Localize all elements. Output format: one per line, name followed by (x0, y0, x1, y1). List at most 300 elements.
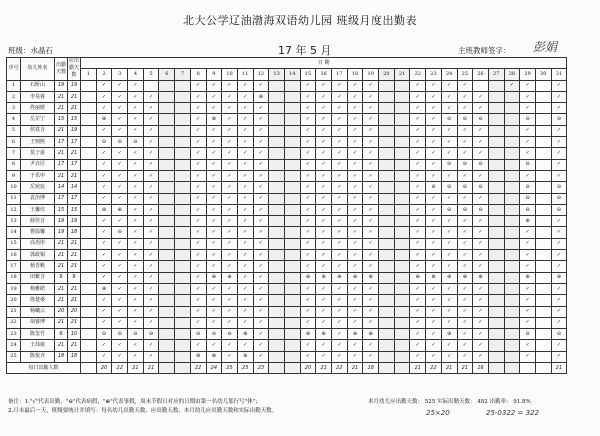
attendance-mark (535, 216, 551, 227)
daily-total: 21 (441, 363, 457, 374)
attendance-mark (269, 340, 285, 351)
attendance-mark: ✓ (128, 148, 144, 159)
attendance-mark: ✓ (332, 329, 348, 340)
attendance-mark: ⊖ (520, 204, 536, 215)
attendance-mark: ✓ (316, 125, 332, 136)
attendance-mark (81, 159, 97, 170)
attendance-mark (535, 114, 551, 125)
attendance-mark: ✓ (222, 114, 238, 125)
attendance-mark (81, 114, 97, 125)
attendance-mark: ✓ (206, 103, 222, 114)
attendance-mark: ✓ (96, 340, 112, 351)
attendance-mark: ⊖ (551, 114, 567, 125)
attendance-mark (159, 306, 175, 317)
attendance-mark: ✓ (206, 182, 222, 193)
attendance-mark: ⊕ (96, 283, 112, 294)
attendance-mark: ✓ (143, 238, 159, 249)
attendance-mark: ✓ (410, 283, 426, 294)
attend-days: 21 (55, 238, 68, 249)
attendance-mark (535, 261, 551, 272)
attendance-mark: ✓ (143, 295, 159, 306)
day-header: 4 (128, 69, 144, 80)
attendance-mark: ✓ (253, 261, 269, 272)
attendance-mark: ✓ (363, 80, 379, 91)
attendance-mark: ✓ (426, 238, 442, 249)
teacher-signature: 彭娟 (533, 40, 558, 54)
attendance-mark: ✓ (410, 329, 426, 340)
attendance-mark: ⊖ (457, 204, 473, 215)
expected-days: 17 (68, 159, 81, 170)
attendance-mark (535, 283, 551, 294)
attendance-mark (269, 306, 285, 317)
attendance-mark: ✓ (332, 204, 348, 215)
attendance-mark: ✓ (300, 306, 316, 317)
attendance-mark: ✓ (363, 91, 379, 102)
attendance-mark: ✓ (551, 148, 567, 159)
attendance-mark (394, 272, 410, 283)
attendance-mark (81, 227, 97, 238)
daily-total (520, 363, 536, 374)
child-name: 杨雅皓 (21, 283, 55, 294)
attendance-mark: ⊕ (520, 216, 536, 227)
attendance-mark: ✓ (551, 227, 567, 238)
daily-total: 25 (222, 363, 238, 374)
attendance-mark: ✓ (441, 170, 457, 181)
attendance-mark: ✓ (143, 317, 159, 328)
attendance-mark: ✓ (190, 182, 206, 193)
attendance-mark (535, 148, 551, 159)
attendance-mark: ✓ (473, 227, 489, 238)
attendance-mark: ⊕ (316, 272, 332, 283)
attendance-mark: ✓ (300, 216, 316, 227)
attendance-mark (394, 137, 410, 148)
attendance-mark: ✓ (473, 261, 489, 272)
attendance-mark: ✓ (190, 295, 206, 306)
attendance-mark: ✓ (520, 340, 536, 351)
attend-days: 21 (55, 261, 68, 272)
attendance-mark: ✓ (112, 182, 128, 193)
attendance-mark (284, 193, 300, 204)
attendance-mark (284, 283, 300, 294)
attendance-mark: ✓ (332, 170, 348, 181)
attendance-mark: ✓ (347, 238, 363, 249)
attendance-mark: ✓ (222, 125, 238, 136)
day-header: 23 (426, 69, 442, 80)
attendance-mark: ✓ (190, 261, 206, 272)
expected-days: 21 (68, 340, 81, 351)
attendance-mark (504, 329, 520, 340)
attendance-mark (175, 329, 191, 340)
attendance-mark: ✓ (253, 250, 269, 261)
attendance-mark (394, 317, 410, 328)
attendance-mark: ✓ (128, 283, 144, 294)
attendance-mark: ✓ (363, 351, 379, 362)
attendance-mark: ✓ (222, 80, 238, 91)
child-row (7, 125, 567, 136)
attendance-mark: ✓ (253, 103, 269, 114)
attendance-mark (488, 80, 504, 91)
attendance-mark: ✓ (112, 80, 128, 91)
attendance-mark (81, 261, 97, 272)
attendance-mark (81, 340, 97, 351)
attendance-mark (379, 283, 395, 294)
attendance-mark: ✓ (441, 317, 457, 328)
attendance-mark: ✓ (143, 103, 159, 114)
attendance-mark: ✓ (143, 91, 159, 102)
attendance-mark: ✓ (551, 351, 567, 362)
attendance-mark (269, 204, 285, 215)
child-row (7, 295, 567, 306)
daily-total (488, 363, 504, 374)
attendance-mark (284, 170, 300, 181)
attendance-mark: ✓ (143, 148, 159, 159)
attendance-mark (159, 125, 175, 136)
attendance-mark: ✓ (347, 204, 363, 215)
attendance-mark: ✓ (96, 261, 112, 272)
attendance-mark: ✓ (190, 114, 206, 125)
attendance-mark: ✓ (316, 227, 332, 238)
attendance-mark: ✓ (143, 272, 159, 283)
attendance-mark (284, 317, 300, 328)
attendance-mark: ✓ (316, 351, 332, 362)
attendance-mark: ✓ (206, 148, 222, 159)
attendance-mark: ✓ (222, 170, 238, 181)
attendance-mark: ⊕ (332, 272, 348, 283)
attendance-mark: ⊖ (520, 329, 536, 340)
attendance-mark (535, 159, 551, 170)
attendance-mark (159, 114, 175, 125)
attendance-mark (504, 283, 520, 294)
attendance-mark (175, 250, 191, 261)
attendance-mark: ✓ (410, 114, 426, 125)
attendance-mark (488, 193, 504, 204)
day-header: 19 (363, 69, 379, 80)
daily-total: 21 (551, 363, 567, 374)
attendance-mark (488, 250, 504, 261)
attendance-mark (394, 238, 410, 249)
attendance-mark (488, 137, 504, 148)
teacher-label: 主班教师签字： (458, 46, 511, 55)
attendance-mark (159, 250, 175, 261)
attendance-mark: ⊖ (128, 329, 144, 340)
attendance-mark: ✓ (222, 91, 238, 102)
attendance-mark: ✓ (222, 159, 238, 170)
attendance-mark (269, 170, 285, 181)
attendance-mark: ✓ (441, 340, 457, 351)
attendance-mark: ✓ (253, 182, 269, 193)
attendance-mark: ✓ (96, 182, 112, 193)
daily-total: 21 (143, 363, 159, 374)
row-index: 15 (7, 238, 21, 249)
attendance-mark: ⊖ (551, 204, 567, 215)
day-header: 26 (473, 69, 489, 80)
expected-days: 18 (68, 227, 81, 238)
expected-days: 19 (68, 125, 81, 136)
day-header: 22 (410, 69, 426, 80)
attendance-mark (394, 170, 410, 181)
day-header: 21 (394, 69, 410, 80)
attendance-mark: ✓ (347, 216, 363, 227)
attendance-mark (159, 283, 175, 294)
attendance-mark: ✓ (222, 261, 238, 272)
attend-days: 21 (55, 250, 68, 261)
row-index: 11 (7, 193, 21, 204)
attendance-mark: ✓ (96, 159, 112, 170)
attendance-mark: ✓ (457, 91, 473, 102)
child-name: 佟丽媛 (21, 103, 55, 114)
daily-total (269, 363, 285, 374)
child-row (7, 306, 567, 317)
attendance-mark: ✓ (143, 261, 159, 272)
row-index: 8 (7, 159, 21, 170)
attendance-mark: ✓ (473, 91, 489, 102)
attendance-mark (175, 137, 191, 148)
attendance-mark: ✓ (426, 125, 442, 136)
attendance-mark: ✓ (128, 250, 144, 261)
child-row (7, 182, 567, 193)
attendance-mark: ✓ (332, 148, 348, 159)
child-name: 郭政锡 (21, 250, 55, 261)
daily-total-row (7, 363, 567, 374)
attendance-mark (488, 340, 504, 351)
attendance-mark (379, 261, 395, 272)
day-header: 24 (441, 69, 457, 80)
attendance-mark (269, 283, 285, 294)
attendance-mark (159, 329, 175, 340)
attendance-mark (394, 306, 410, 317)
attendance-mark (175, 272, 191, 283)
row-index: 17 (7, 261, 21, 272)
attendance-mark (269, 114, 285, 125)
attendance-mark: ✓ (410, 295, 426, 306)
attendance-mark: ✓ (520, 295, 536, 306)
attendance-mark (394, 91, 410, 102)
attendance-mark (269, 250, 285, 261)
attendance-mark: ⊕ (300, 272, 316, 283)
attendance-mark (81, 193, 97, 204)
attendance-mark: ✓ (112, 91, 128, 102)
attendance-mark: ✓ (206, 261, 222, 272)
attendance-mark: ✓ (551, 159, 567, 170)
attendance-mark: ✓ (190, 80, 206, 91)
child-name: 侯铁含 (21, 125, 55, 136)
footnote-1: 备注：1."√"代表出勤，"⊖"代表病假，"⊕"代表事假，周末节假日对应的日期由第一名幼儿那行写"休"； (8, 399, 261, 405)
attendance-mark (81, 80, 97, 91)
attend-days: 21 (55, 295, 68, 306)
attendance-mark: ✓ (363, 216, 379, 227)
attendance-mark: ✓ (363, 295, 379, 306)
attendance-mark: ✓ (363, 159, 379, 170)
row-index: 20 (7, 295, 21, 306)
attendance-mark: ✓ (143, 114, 159, 125)
attendance-mark (394, 340, 410, 351)
attend-days: 15 (55, 114, 68, 125)
attendance-mark (379, 204, 395, 215)
attendance-mark: ⊕ (363, 272, 379, 283)
attendance-mark: ✓ (190, 227, 206, 238)
attendance-mark: ⊖ (520, 193, 536, 204)
attendance-mark: ✓ (300, 103, 316, 114)
attendance-mark (535, 80, 551, 91)
attendance-mark: ✓ (363, 227, 379, 238)
attendance-mark (504, 250, 520, 261)
attendance-mark (269, 91, 285, 102)
attendance-mark (488, 103, 504, 114)
attendance-mark: ✓ (410, 182, 426, 193)
attendance-mark: ⊖ (96, 329, 112, 340)
attendance-mark (159, 148, 175, 159)
attendance-mark: ✓ (222, 137, 238, 148)
attendance-mark: ✓ (112, 238, 128, 249)
attendance-mark (535, 340, 551, 351)
child-row (7, 103, 567, 114)
daily-total (504, 363, 520, 374)
attendance-mark (379, 170, 395, 181)
expected-days: 14 (68, 182, 81, 193)
attendance-mark (488, 227, 504, 238)
attendance-mark: ✓ (551, 295, 567, 306)
attendance-mark (535, 351, 551, 362)
attendance-mark: ✓ (112, 295, 128, 306)
attendance-mark: ✓ (96, 227, 112, 238)
handwritten-calc-1: 25×20 (426, 409, 450, 417)
daily-total: 21 (128, 363, 144, 374)
attendance-mark: ✓ (300, 91, 316, 102)
attendance-mark: ✓ (112, 250, 128, 261)
attendance-mark: ⊕ (253, 91, 269, 102)
attendance-mark: ✓ (112, 351, 128, 362)
attendance-mark: ✓ (190, 250, 206, 261)
daily-total: 24 (206, 363, 222, 374)
attendance-mark: ✓ (190, 159, 206, 170)
attendance-mark: ✓ (253, 159, 269, 170)
expected-days: 21 (68, 91, 81, 102)
child-row (7, 340, 567, 351)
attendance-mark: ✓ (426, 306, 442, 317)
attendance-mark (535, 295, 551, 306)
attendance-mark: ✓ (253, 193, 269, 204)
attendance-mark (379, 159, 395, 170)
attendance-mark: ✓ (347, 137, 363, 148)
attendance-mark: ✓ (128, 317, 144, 328)
attendance-mark: ✓ (316, 103, 332, 114)
attendance-mark: ✓ (112, 317, 128, 328)
attendance-mark: ✓ (473, 329, 489, 340)
row-index: 1 (7, 80, 21, 91)
attendance-mark: ✓ (316, 306, 332, 317)
attendance-mark: ⊕ (410, 272, 426, 283)
attendance-mark: ✓ (473, 283, 489, 294)
attendance-mark: ✓ (112, 148, 128, 159)
attendance-mark: ✓ (316, 250, 332, 261)
attendance-mark (269, 80, 285, 91)
attendance-mark (473, 80, 489, 91)
day-header: 12 (253, 69, 269, 80)
attendance-mark: ✓ (363, 114, 379, 125)
child-name: 徐楚桑 (21, 295, 55, 306)
attendance-mark (81, 272, 97, 283)
attendance-mark (504, 295, 520, 306)
attendance-mark: ✓ (206, 340, 222, 351)
attendance-mark: ✓ (347, 261, 363, 272)
attendance-mark: ✓ (96, 170, 112, 181)
child-name: 田紫含 (21, 272, 55, 283)
attendance-mark: ✓ (112, 283, 128, 294)
attendance-mark: ✓ (190, 103, 206, 114)
attend-days: 21 (55, 103, 68, 114)
attendance-mark: ✓ (410, 340, 426, 351)
attendance-mark (175, 80, 191, 91)
attendance-mark: ✓ (128, 114, 144, 125)
attendance-mark: ✓ (190, 91, 206, 102)
attendance-mark: ✓ (332, 295, 348, 306)
attendance-mark: ✓ (300, 137, 316, 148)
sheet-title: 北大公学辽油渤海双语幼儿园 班级月度出勤表 (183, 14, 417, 27)
footnote-2: 2.月末最后一天，班级要统计并填写：每名幼儿出勤天数、应出勤天数、本月幼儿应出勤天数和实际出勤天数。 (8, 408, 278, 414)
attendance-mark: ✓ (190, 193, 206, 204)
attendance-mark: ✓ (347, 283, 363, 294)
child-row (7, 216, 567, 227)
attendance-mark: ✓ (190, 216, 206, 227)
attendance-mark: ✓ (426, 216, 442, 227)
attendance-mark (394, 204, 410, 215)
row-index: 16 (7, 250, 21, 261)
attendance-mark: ✓ (128, 295, 144, 306)
expected-days: 21 (68, 238, 81, 249)
attendance-mark (175, 227, 191, 238)
attendance-mark: ✓ (363, 317, 379, 328)
attendance-mark: ⊖ (96, 137, 112, 148)
attendance-mark (159, 238, 175, 249)
attend-days: 15 (55, 204, 68, 215)
attendance-mark: ✓ (222, 306, 238, 317)
attendance-mark: ✓ (300, 227, 316, 238)
attendance-mark: ✓ (332, 125, 348, 136)
attendance-mark: ⊕ (300, 329, 316, 340)
attendance-mark: ✓ (410, 306, 426, 317)
attendance-mark: ✓ (237, 148, 253, 159)
attendance-mark (535, 238, 551, 249)
monthly-summary: 本月幼儿应出勤天数： 525 实际出勤天数： 482 出勤率： 91.8% (368, 399, 531, 405)
attendance-mark: ✓ (190, 283, 206, 294)
attend-days: 21 (55, 283, 68, 294)
attendance-mark: ✓ (112, 340, 128, 351)
day-header: 25 (457, 69, 473, 80)
attendance-mark: ✓ (300, 317, 316, 328)
attendance-mark: ✓ (190, 238, 206, 249)
attendance-mark (535, 193, 551, 204)
attendance-mark: ✓ (441, 261, 457, 272)
attendance-mark: ✓ (128, 227, 144, 238)
attendance-mark: ✓ (190, 137, 206, 148)
attendance-mark: ✓ (410, 216, 426, 227)
attendance-mark (284, 204, 300, 215)
attendance-mark (159, 204, 175, 215)
child-row (7, 137, 567, 148)
attendance-mark (81, 137, 97, 148)
attendance-mark: ✓ (143, 125, 159, 136)
attendance-mark: ✓ (363, 125, 379, 136)
attendance-mark: ✓ (237, 238, 253, 249)
attendance-mark: ✓ (457, 103, 473, 114)
attendance-mark: ✓ (253, 340, 269, 351)
attendance-mark (535, 306, 551, 317)
day-header: 29 (520, 69, 536, 80)
attendance-mark: ✓ (347, 193, 363, 204)
attendance-mark (394, 227, 410, 238)
attendance-mark: ✓ (96, 193, 112, 204)
attendance-mark (379, 250, 395, 261)
